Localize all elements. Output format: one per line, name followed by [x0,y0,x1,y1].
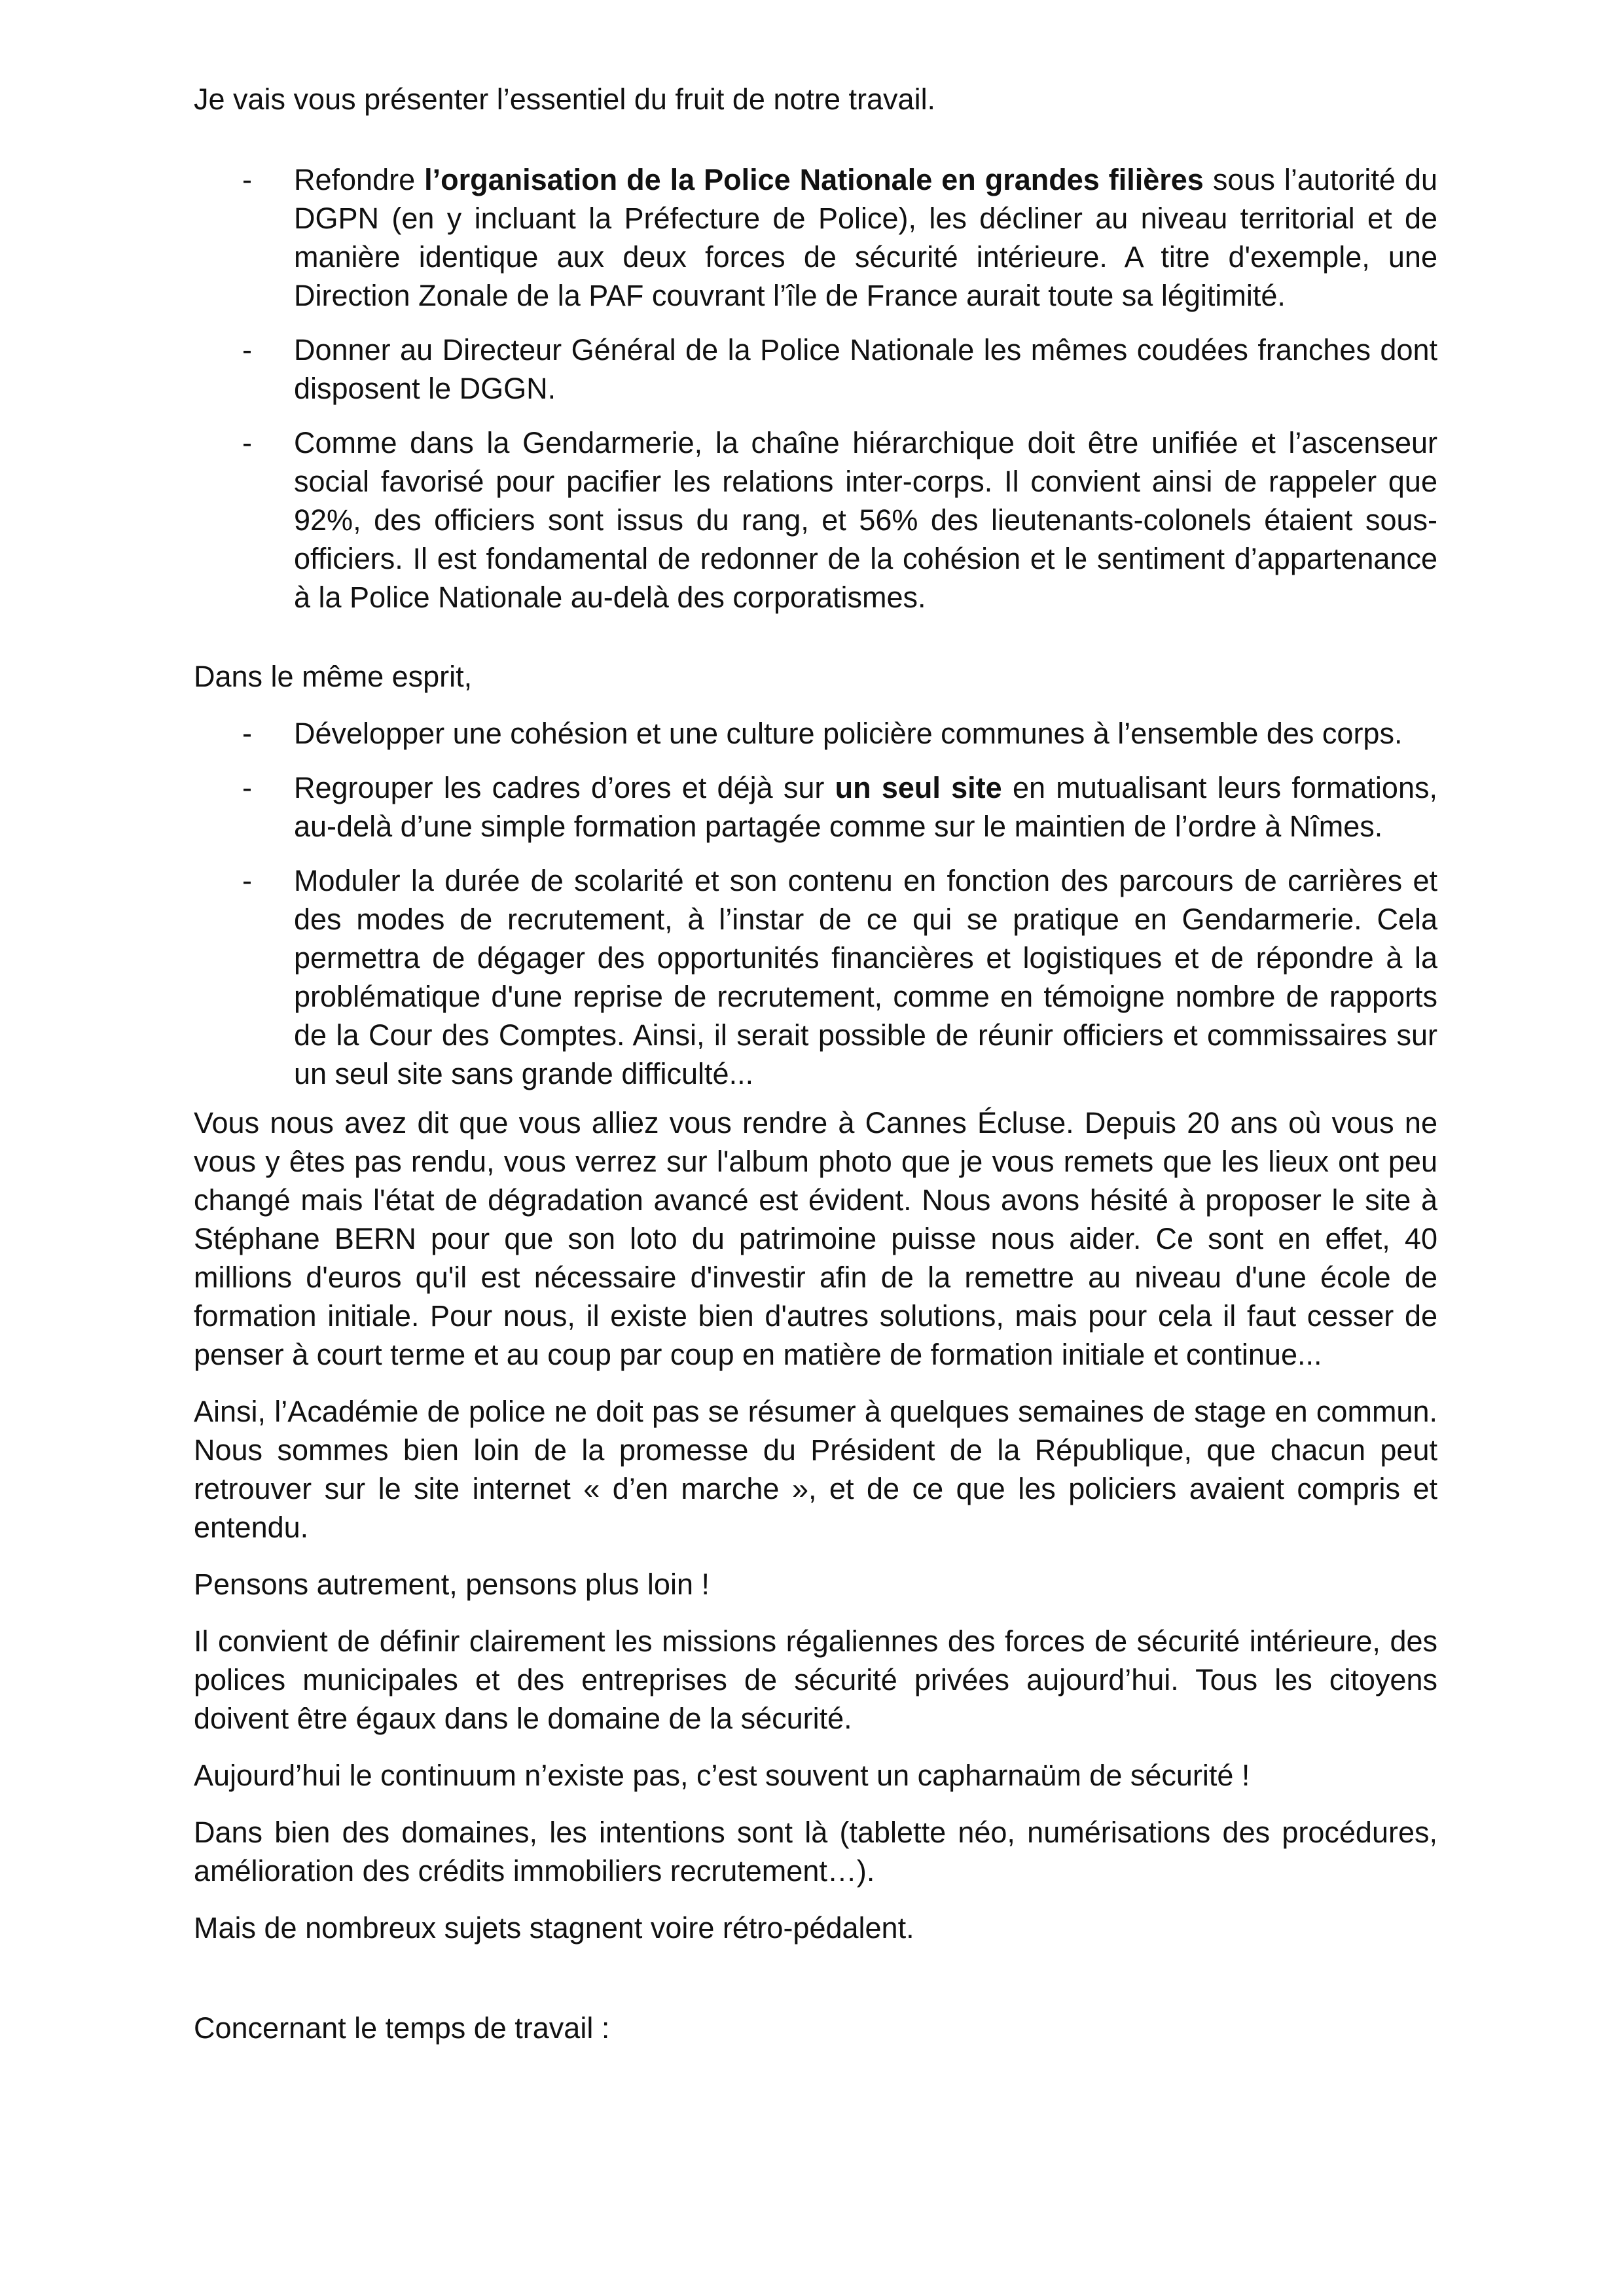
list-item: - Regrouper les cadres d’ores et déjà sur un seul site en mutualisant leurs formations, au-delà d’une simple formation partagée comme sur le maintien de l’ordre à Nîmes. [194,768,1437,846]
dash-bullet: - [242,163,252,196]
body-paragraph: Vous nous avez dit que vous alliez vous rendre à Cannes Écluse. Depuis 20 ans où vous ne vous y êtes pas rendu, vous verrez sur l'album photo que je vous remets que les lieux ont peu changé mais l'état de dégradation avancé est évident. Nous avons hésité à proposer le site à Stéphane BERN pour que son loto du patrimoine puisse nous aider. Ce sont en effet, 40 millions d'euros qu'il est nécessaire d'investir afin de la remettre au niveau d'une école de formation initiale. Pour nous, il existe bien d'autres solutions, mais pour cela il faut cesser de penser à court terme et au coup par coup en matière de formation initiale et continue... [194,1106,1437,1371]
same-spirit-paragraph: Dans le même esprit, [194,660,473,693]
dash-bullet: - [242,771,252,804]
proposals-list [194,160,1437,617]
dash-bullet: - [242,864,252,897]
dash-bullet: - [242,426,252,459]
dash-bullet: - [242,717,252,750]
dash-bullet: - [242,333,252,367]
bold-emphasis: l’organisation de la Police Nationale en grandes filières [424,163,1204,196]
body-paragraph: Ainsi, l’Académie de police ne doit pas se résumer à quelques semaines de stage en commun. Nous sommes bien loin de la promesse du Président de la République, que chacun peut retrouver sur le site internet « d’en marche », et de ce que les policiers avaient compris et entendu. [194,1395,1437,1544]
list-item: - Moduler la durée de scolarité et son contenu en fonction des parcours de carrières et des modes de recrutement, à l’instar de ce qui se pratique en Gendarmerie. Cela permettra de dégager des opportunités financières et logistiques et de répondre à la problématique d'une reprise de recrutement, comme en témoigne nombre de rapports de la Cour des Comptes. Ainsi, il serait possible de réunir officiers et commissaires sur un seul site sans grande difficulté... [194,861,1437,1093]
bold-emphasis: un seul site [835,771,1002,804]
list-item: - Refondre l’organisation de la Police Nationale en grandes filières sous l’autorité du DGPN (en y incluant la Préfecture de Police), les décliner au niveau territorial et de manière identique aux deux forces de sécurité intérieure. A titre d'exemple, une Direction Zonale de la PAF couvrant l’île de France aurait toute sa légitimité. [194,160,1437,315]
body-paragraph: Dans bien des domaines, les intentions sont là (tablette néo, numérisations des procédures, amélioration des crédits immobiliers recrutement…). [194,1816,1437,1888]
body-paragraph: Mais de nombreux sujets stagnent voire rétro-pédalent. [194,1911,914,1945]
body-paragraph: Pensons autrement, pensons plus loin ! [194,1568,710,1601]
list-item: - Comme dans la Gendarmerie, la chaîne hiérarchique doit être unifiée et l’ascenseur social favorisé pour pacifier les relations inter-corps. Il convient ainsi de rappeler que 92%, des officiers sont issus du rang, et 56% des lieutenants-colonels étaient sous-officiers. Il est fondamental de redonner de la cohésion et le sentiment d’appartenance à la Police Nationale au-delà des corporatismes. [194,423,1437,617]
intro-paragraph: Je vais vous présenter l’essentiel du fruit de notre travail. [194,82,936,116]
cohesion-list [194,714,1437,1093]
working-time-heading: Concernant le temps de travail : [194,2011,610,2045]
document-page [194,80,1437,2047]
body-paragraph: Il convient de définir clairement les missions régaliennes des forces de sécurité intérieure, des polices municipales et des entreprises de sécurité privées aujourd’hui. Tous les citoyens doivent être égaux dans le domaine de la sécurité. [194,1624,1437,1735]
body-paragraph: Aujourd’hui le continuum n’existe pas, c’est souvent un capharnaüm de sécurité ! [194,1759,1250,1792]
list-item: - Développer une cohésion et une culture policière communes à l’ensemble des corps. [194,714,1437,753]
list-item: - Donner au Directeur Général de la Police Nationale les mêmes coudées franches dont disposent le DGGN. [194,331,1437,408]
